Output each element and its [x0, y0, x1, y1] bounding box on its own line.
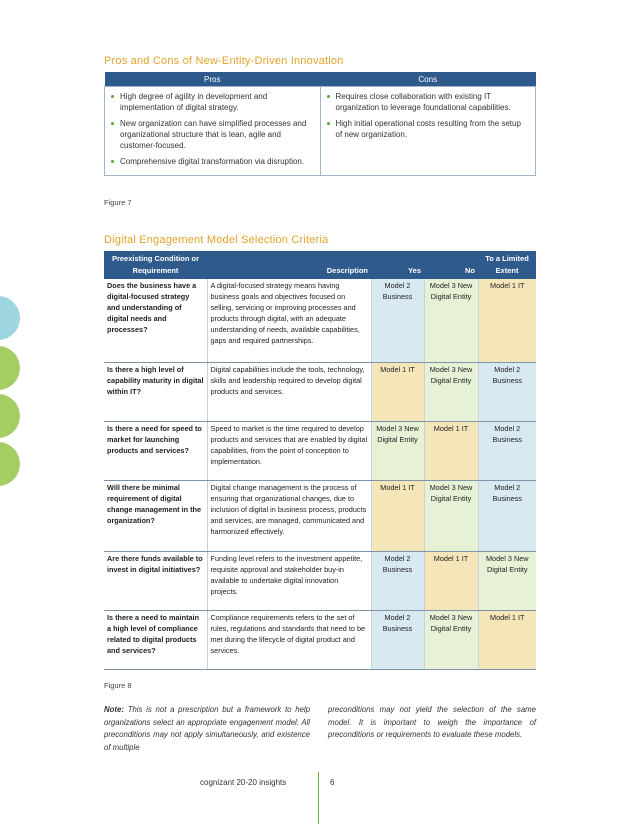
row-description: Digital change management is the process of ensuring that organizational changes, due to inclusion of digital in business process, products and services, are managed, communicated and harmonized effectively.: [207, 480, 371, 551]
pros-item: Comprehensive digital transformation via disruption.: [111, 156, 314, 167]
row-limited-model: Model 1 IT: [478, 610, 536, 669]
row-condition: Does the business have a digital-focused strategy and understanding of digital needs and processes?: [104, 279, 207, 362]
figure7-caption: Figure 7: [104, 198, 132, 207]
row-description: Compliance requirements refers to the set of rules, regulations and standards that need to be met during the lifecycle of digital product and services.: [207, 610, 371, 669]
pros-header: Pros: [105, 72, 321, 87]
table-row: [104, 421, 536, 480]
figure8-title: Digital Engagement Model Selection Criteria: [104, 234, 329, 246]
header-condition: Preexisting Condition or Requirement: [104, 251, 207, 279]
note-column-2: preconditions may not yield the selection of the same model. It is important to weigh the importance of preconditions or requirements to evaluate these models.: [328, 705, 536, 739]
note-text-1: This is not a prescription but a framework to help organizations select an appropriate engagement model. All preconditions may not apply simultaneously, and existence of multiple: [104, 705, 310, 752]
note-column-1: [104, 704, 310, 754]
row-condition: Is there a need to maintain a high level of compliance related to digital products and services?: [104, 610, 207, 669]
cons-cell: [320, 87, 536, 176]
header-yes: Yes: [371, 251, 424, 279]
decorative-circle-green: [0, 442, 20, 486]
row-description: Funding level refers to the investment appetite, requisite approval and stakeholder buy-in available to undertake digital innovation projects.: [207, 551, 371, 610]
selection-criteria-table: [104, 251, 536, 670]
figure7-title: Pros and Cons of New-Entity-Driven Innovation: [104, 55, 344, 67]
row-no-model: Model 1 IT: [424, 551, 478, 610]
table-row: [104, 279, 536, 362]
figure8-caption: Figure 8: [104, 681, 132, 690]
table-row: [104, 551, 536, 610]
row-no-model: Model 1 IT: [424, 421, 478, 480]
note-label: Note:: [104, 705, 124, 714]
row-no-model: Model 3 New Digital Entity: [424, 362, 478, 421]
cons-header: Cons: [320, 72, 536, 87]
decorative-circle-green: [0, 346, 20, 390]
decorative-circle-green: [0, 394, 20, 438]
row-yes-model: Model 1 IT: [371, 362, 424, 421]
row-yes-model: Model 2 Business: [371, 610, 424, 669]
pros-item: High degree of agility in development and implementation of digital strategy.: [111, 91, 314, 113]
table-row: [104, 362, 536, 421]
row-yes-model: Model 2 Business: [371, 279, 424, 362]
row-description: Digital capabilities include the tools, technology, skills and leadership required to develop digital products and services.: [207, 362, 371, 421]
header-description: Description: [207, 251, 371, 279]
row-condition: Are there funds available to invest in digital initiatives?: [104, 551, 207, 610]
row-limited-model: Model 3 New Digital Entity: [478, 551, 536, 610]
row-yes-model: Model 3 New Digital Entity: [371, 421, 424, 480]
page-number: 6: [330, 778, 335, 787]
row-condition: Will there be minimal requirement of digital change management in the organization?: [104, 480, 207, 551]
footer-brand: cognizant 20-20 insights: [200, 778, 287, 787]
header-no: No: [424, 251, 478, 279]
decorative-circle-teal: [0, 296, 20, 340]
row-no-model: Model 3 New Digital Entity: [424, 279, 478, 362]
footer-divider: [318, 772, 319, 824]
pros-item: New organization can have simplified processes and organizational structure that is lean, agile and customer-focused.: [111, 118, 314, 151]
row-description: A digital-focused strategy means having business goals and objectives focused on selling, servicing or improving processes and products through digital, with an adequate understanding of needs, available capabilities, gaps and required partnerships.: [207, 279, 371, 362]
row-limited-model: Model 2 Business: [478, 362, 536, 421]
row-yes-model: Model 2 Business: [371, 551, 424, 610]
row-condition: Is there a need for speed to market for launching products and services?: [104, 421, 207, 480]
cons-item: Requires close collaboration with existing IT organization to leverage foundational capabilities.: [327, 91, 530, 113]
table-row: [104, 610, 536, 669]
row-no-model: Model 3 New Digital Entity: [424, 610, 478, 669]
table-row: [104, 480, 536, 551]
row-yes-model: Model 1 IT: [371, 480, 424, 551]
row-description: Speed to market is the time required to develop products and services that are enabled by digital capabilities, from the point of conception to implementation.: [207, 421, 371, 480]
pros-cell: [105, 87, 321, 176]
row-limited-model: Model 2 Business: [478, 480, 536, 551]
row-limited-model: Model 2 Business: [478, 421, 536, 480]
pros-cons-table: [104, 72, 536, 176]
row-condition: Is there a high level of capability maturity in digital within IT?: [104, 362, 207, 421]
row-limited-model: Model 1 IT: [478, 279, 536, 362]
row-no-model: Model 3 New Digital Entity: [424, 480, 478, 551]
header-limited: To a Limited Extent: [478, 251, 536, 279]
cons-item: High initial operational costs resulting from the setup of new organization.: [327, 118, 530, 140]
